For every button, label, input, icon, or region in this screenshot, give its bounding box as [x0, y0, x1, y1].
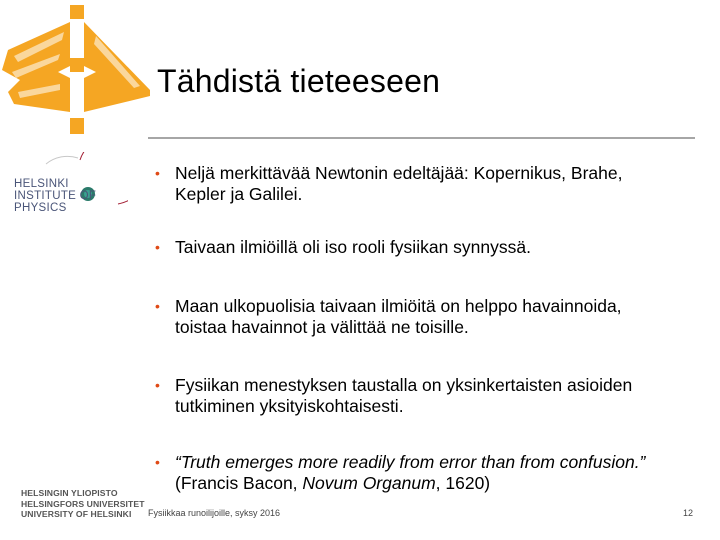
- bullet-dot: •: [155, 239, 160, 255]
- bullet-dot: •: [155, 298, 160, 314]
- bullet-item-quote: [155, 452, 700, 494]
- university-name: HELSINGIN YLIOPISTO HELSINGFORS UNIVERSITET UNIVERSITY OF HELSINKI: [21, 488, 145, 519]
- bullet-dot: •: [155, 454, 160, 470]
- bullet-dot: •: [155, 165, 160, 181]
- hip-logo-text-1: HELSINKI: [14, 178, 69, 190]
- slide-title: Tähdistä tieteeseen: [157, 63, 441, 100]
- bullet-item-3: [155, 296, 700, 338]
- bullet-item-1: [155, 163, 700, 205]
- bullet-item-4: [155, 375, 700, 417]
- bullet-text: Neljä merkittävää Newtonin edeltäjää: Kopernikus, Brahe, Kepler ja Galilei.: [175, 163, 623, 204]
- bullet-dot: •: [155, 377, 160, 393]
- bullet-text: “Truth emerges more readily from error than from confusion.” (Francis Bacon, Novum Organum, 1620): [175, 452, 646, 493]
- bullet-item-2: [155, 237, 700, 258]
- title-divider: [148, 137, 695, 139]
- footer-course-title: Fysiikkaa runoilijoille, syksy 2016: [148, 508, 281, 518]
- hip-logo-text-3: PHYSICS: [14, 202, 67, 214]
- bullet-text: Maan ulkopuolisia taivaan ilmiöitä on helppo havainnoida, toistaa havainnot ja välittää ne toisille.: [175, 296, 622, 337]
- hip-logo-text-2: INSTITUTE OF: [14, 190, 97, 202]
- bullet-text: Fysiikan menestyksen taustalla on yksinkertaisten asioiden tutkiminen yksityiskohtaisesti.: [175, 375, 633, 416]
- university-flame-logo: [0, 0, 160, 150]
- page-number: 12: [682, 508, 693, 518]
- bullet-text: Taivaan ilmiöillä oli iso rooli fysiikan synnyssä.: [175, 237, 531, 257]
